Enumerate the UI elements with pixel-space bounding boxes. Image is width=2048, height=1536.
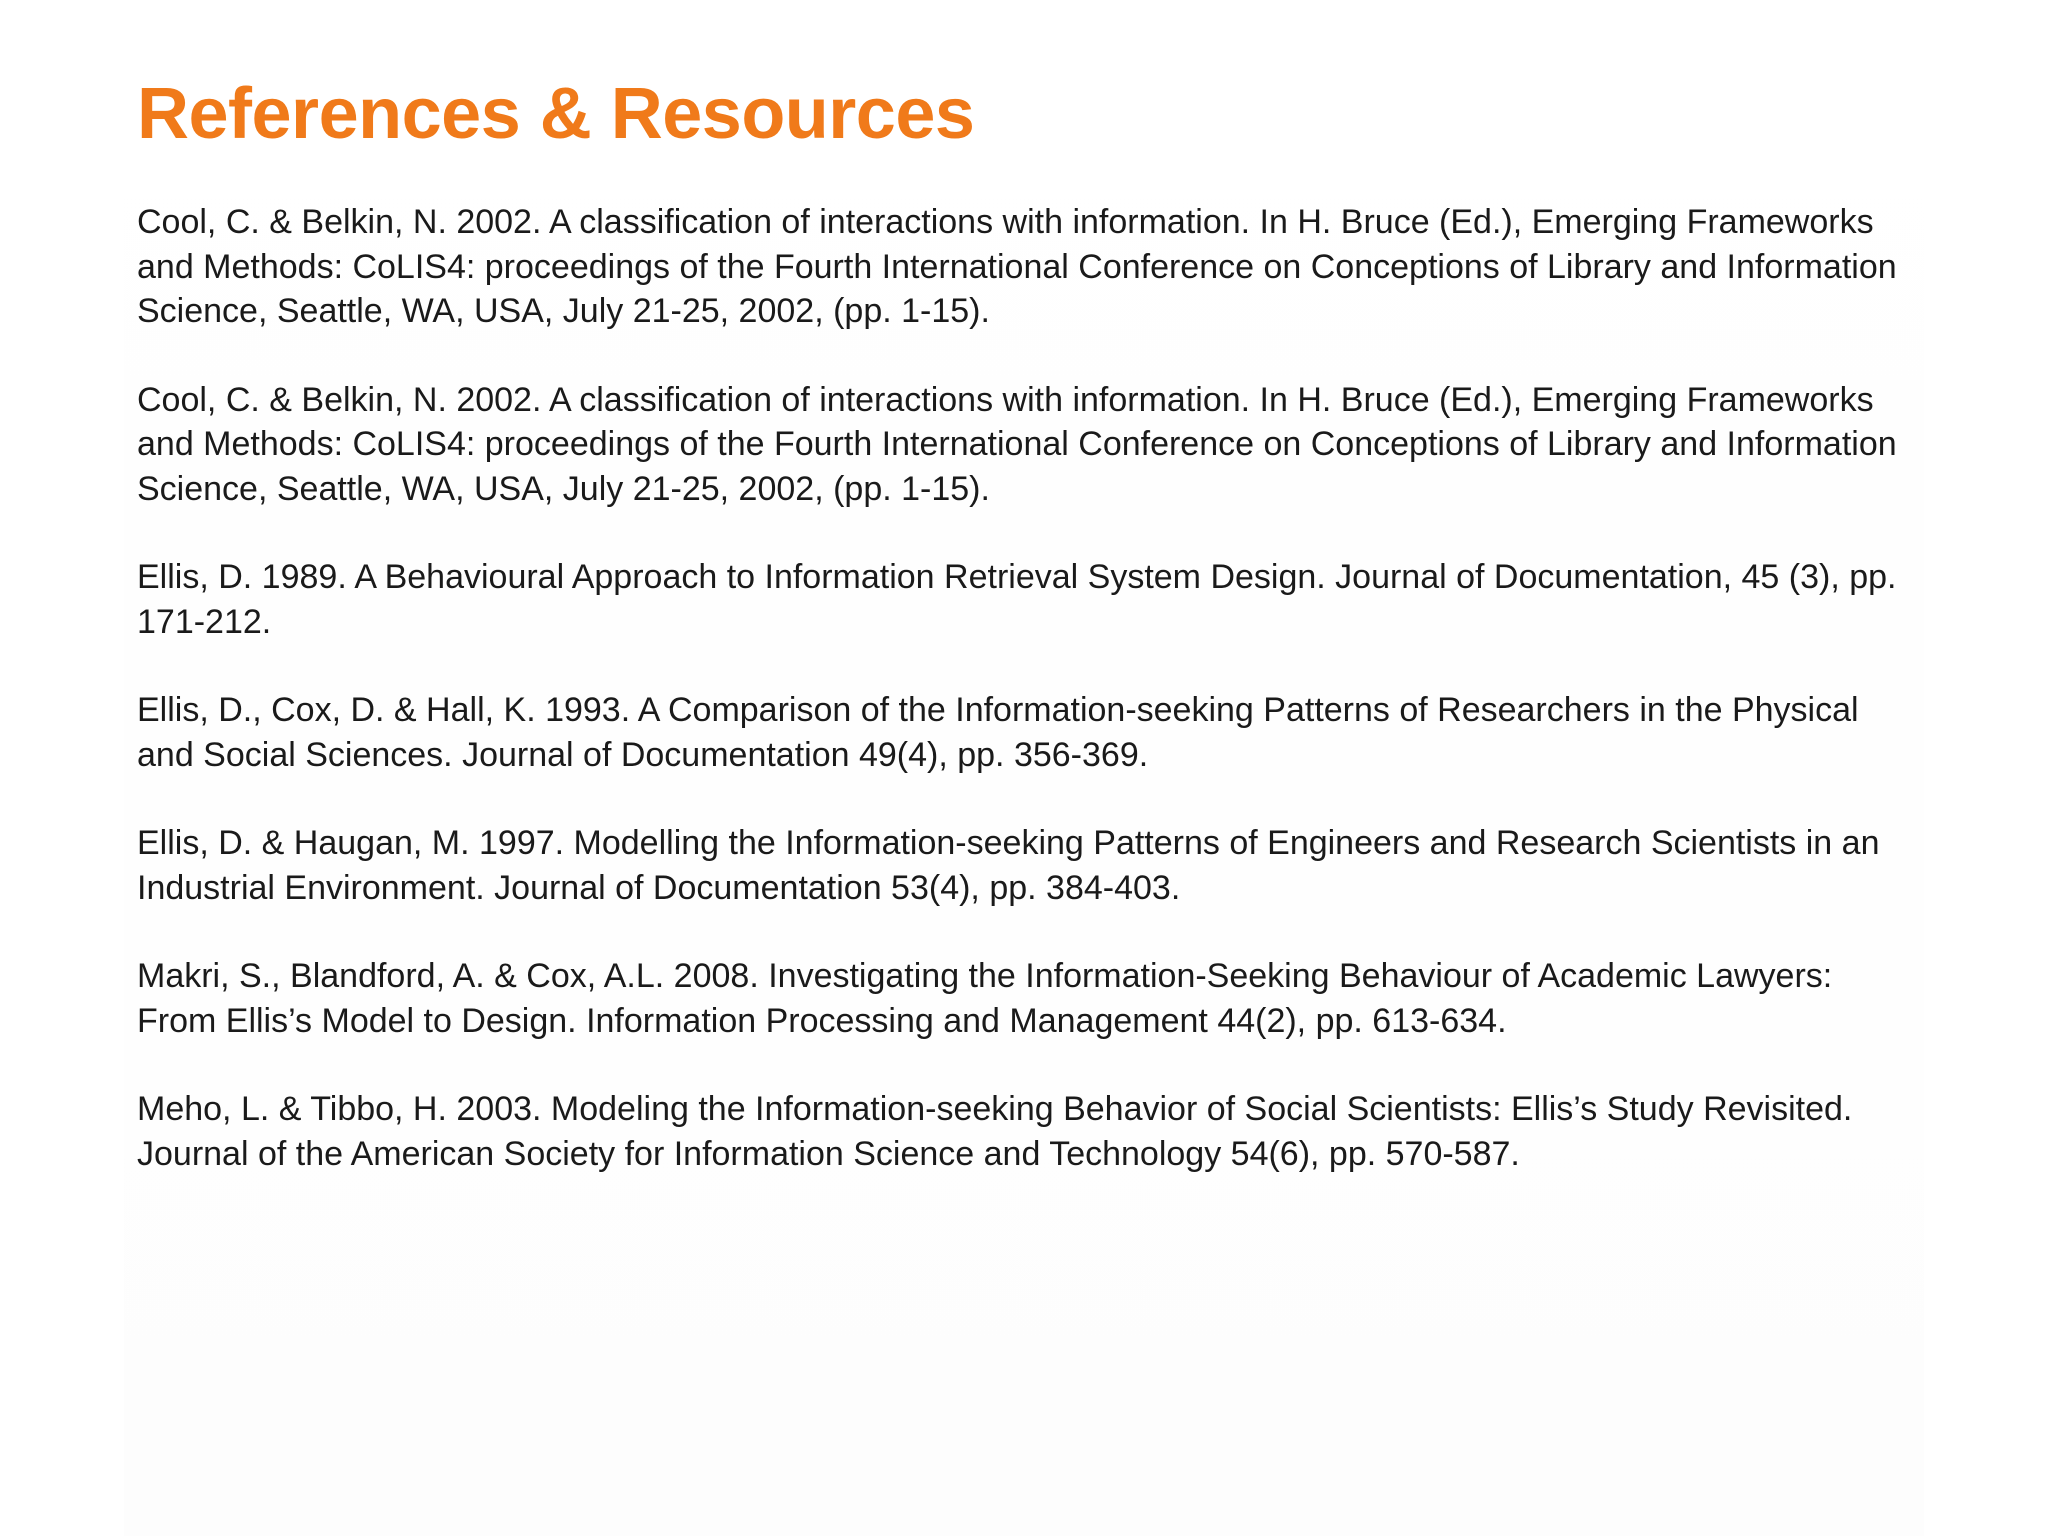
slide-title: References & Resources [137, 74, 975, 154]
reference-item: Cool, C. & Belkin, N. 2002. A classification of interactions with information. In H. Bruce (Ed.), Emerging Frameworks and Methods: CoLIS4: proceedings of the Fourth International Conference on Conceptions of Library and Information Science, Seattle, WA, USA, July 21-25, 2002, (pp. 1-15). [137, 203, 1897, 330]
reference-item: Ellis, D. & Haugan, M. 1997. Modelling the Information-seeking Patterns of Engineers and Research Scientists in an Industrial Environment. Journal of Documentation 53(4), pp. 384-403. [137, 824, 1880, 907]
reference-item: Cool, C. & Belkin, N. 2002. A classification of interactions with information. In H. Bruce (Ed.), Emerging Frameworks and Methods: CoLIS4: proceedings of the Fourth International Conference on Conceptions of Library and Information Science, Seattle, WA, USA, July 21-25, 2002, (pp. 1-15). [137, 380, 1897, 508]
reference-item: Ellis, D. 1989. A Behavioural Approach to Information Retrieval System Design. Journal of Documentation, 45 (3), pp. 171-212. [137, 558, 1897, 641]
reference-item: Meho, L. & Tibbo, H. 2003. Modeling the Information-seeking Behavior of Social Scientists: Ellis’s Study Revisited. Journal of the American Society for Information Science and Technology 54(6), pp. 570-587. [137, 1090, 1853, 1173]
reference-item: Ellis, D., Cox, D. & Hall, K. 1993. A Comparison of the Information-seeking Patterns of Researchers in the Physical and Social Sciences. Journal of Documentation 49(4), pp. 356-369. [137, 691, 1859, 774]
reference-item: Makri, S., Blandford, A. & Cox, A.L. 2008. Investigating the Information-Seeking Behaviour of Academic Lawyers: From Ellis’s Model to Design. Information Processing and Management 44(2), pp. 613-634. [137, 957, 1833, 1040]
reference-list [137, 200, 1917, 1220]
